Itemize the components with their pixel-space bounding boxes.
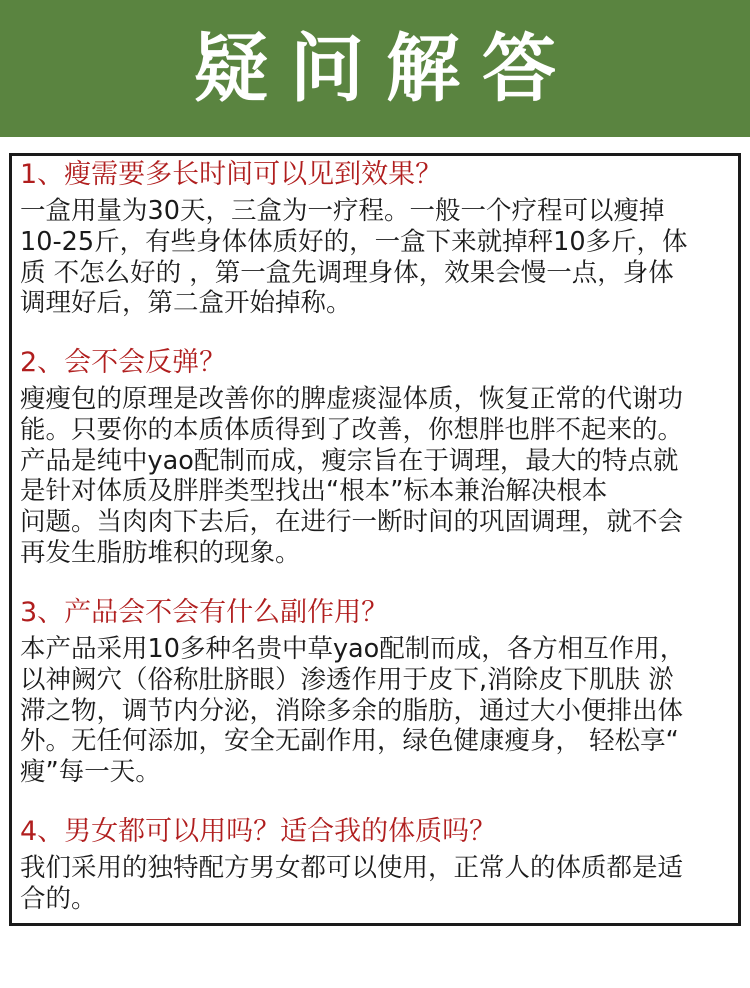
answer-line: 我们采用的独特配方男女都可以使用，正常人的体质都是适 [20, 853, 684, 883]
answer-line: 再发生脂肪堆积的现象。 [20, 537, 301, 568]
answer-line: 一盒用量为30天，三盒为一疗程。一般一个疗程可以瘦掉 [20, 196, 665, 226]
answer-line: 瘦”每一天。 [20, 757, 161, 788]
answer-line: 质 不怎么好的 ，第一盒先调理身体，效果会慢一点，身体 [20, 257, 674, 288]
answer-line: 能。只要你的本质体质得到了改善，你想胖也胖不起来的。 [20, 414, 684, 445]
faq-answer-3 [20, 634, 730, 788]
answer-line: 是针对体质及胖胖类型找出“根本”标本兼治解决根本 [20, 476, 608, 507]
faq-item-4 [20, 815, 730, 915]
answer-line: 调理好后，第二盒开始掉称。 [20, 288, 352, 319]
faq-item-1 [20, 158, 730, 319]
answer-line: 本产品采用10多种名贵中草yao配制而成，各方相互作用， [20, 634, 686, 664]
answer-line: 问题。当肉肉下去后，在进行一断时间的巩固调理，就不会 [20, 507, 684, 538]
faq-item-2 [20, 346, 730, 569]
faq-question-3: 3、产品会不会有什么副作用？ [20, 597, 389, 628]
answer-line: 瘦瘦包的原理是改善你的脾虚痰湿体质，恢复正常的代谢功 [20, 384, 684, 414]
page-title: 疑问解答 [194, 25, 578, 112]
answer-line: 10-25斤，有些身体体质好的，一盒下来就掉秤10多斤，体 [20, 226, 688, 257]
faq-panel [9, 153, 741, 926]
answer-line: 以神阙穴（俗称肚脐眼）渗透作用于皮下,消除皮下肌肤 淤 [20, 664, 674, 695]
answer-line: 产品是纯中yao配制而成，瘦宗旨在于调理，最大的特点就 [20, 445, 679, 476]
faq-item-3 [20, 596, 730, 788]
answer-line: 外。无任何添加，安全无副作用，绿色健康瘦身， 轻松享“ [20, 726, 679, 757]
faq-answer-2 [20, 384, 730, 569]
answer-line: 滞之物，调节内分泌，消除多余的脂肪，通过大小便排出体 [20, 695, 684, 726]
header-banner [0, 0, 750, 137]
faq-question-1: 1、瘦需要多长时间可以见到效果？ [20, 159, 443, 190]
answer-line: 合的。 [20, 883, 97, 914]
faq-question-4: 4、男女都可以用吗？适合我的体质吗？ [20, 816, 497, 847]
faq-question-2: 2、会不会反弹？ [20, 347, 227, 378]
faq-answer-4 [20, 853, 730, 915]
faq-answer-1 [20, 196, 730, 319]
